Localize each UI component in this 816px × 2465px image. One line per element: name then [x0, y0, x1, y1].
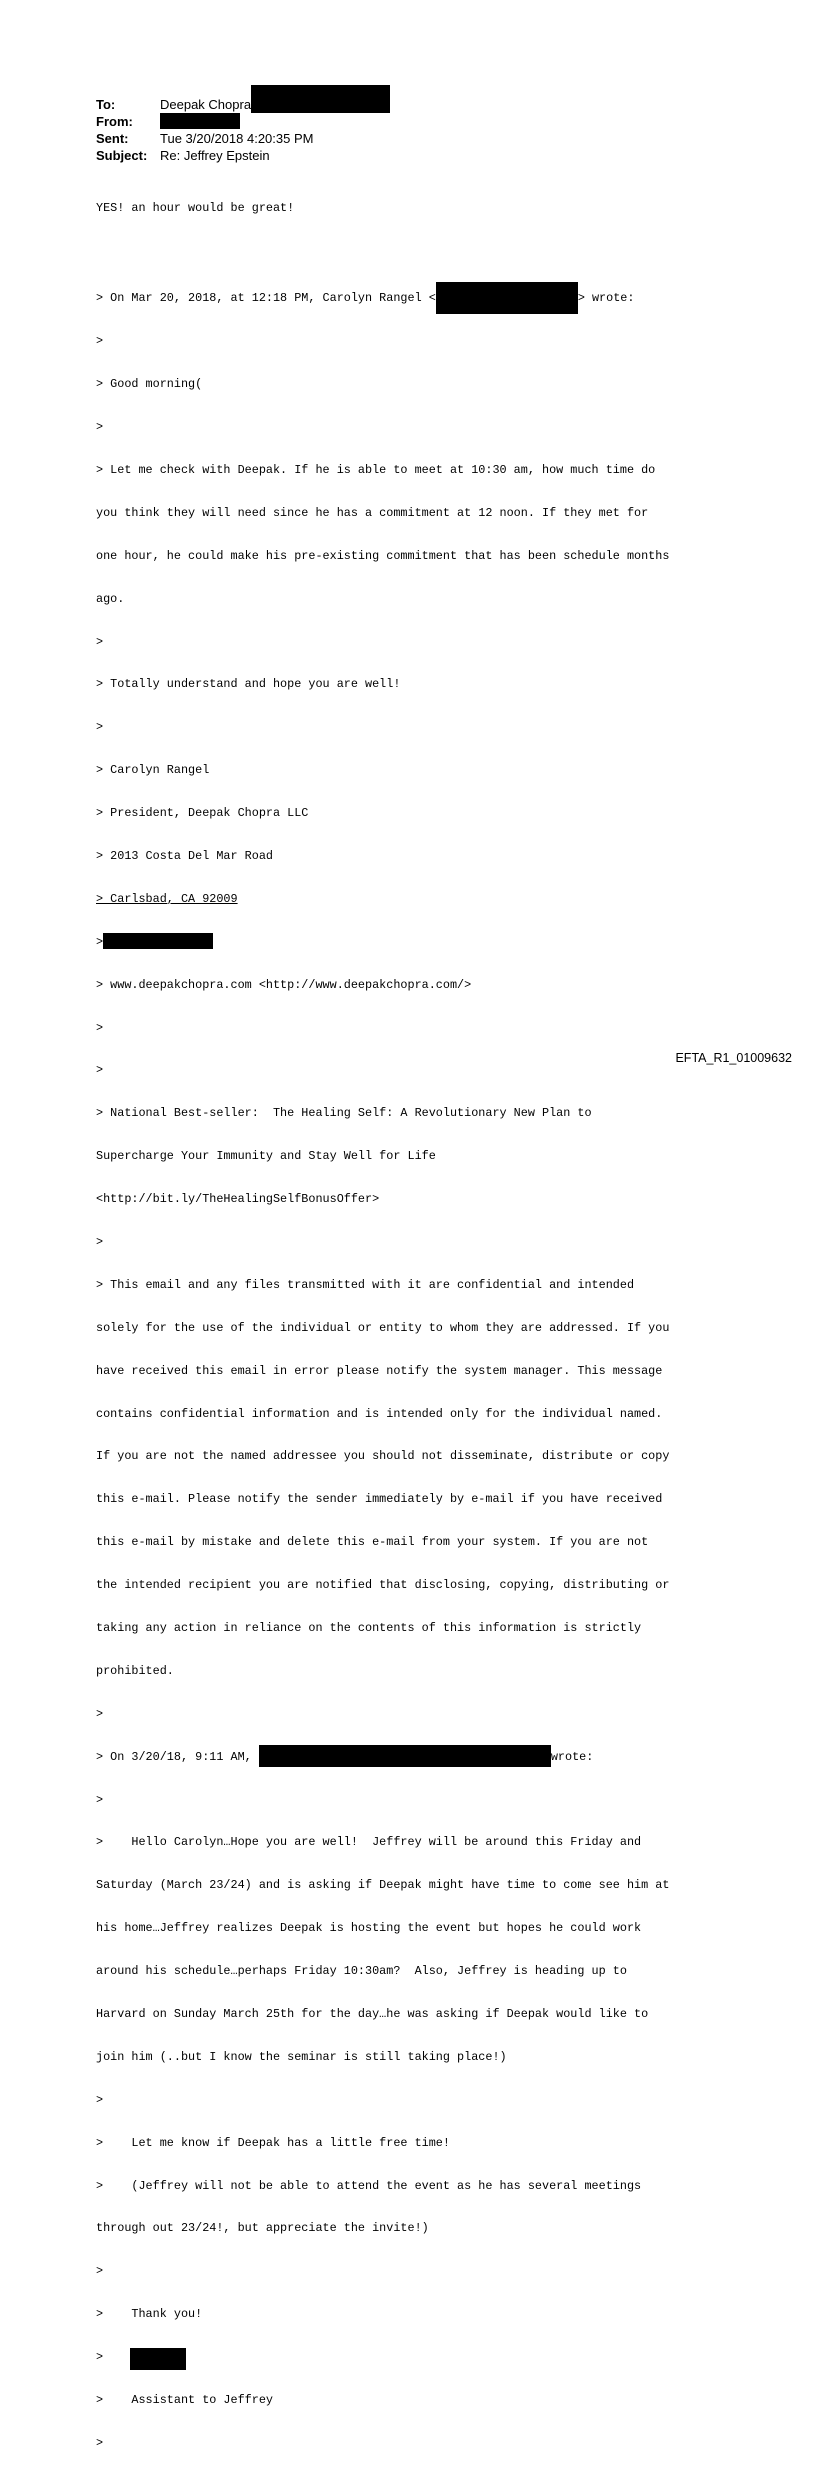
quoted-line: > Good morning( — [96, 377, 203, 392]
quoted-line: > — [96, 1063, 104, 1078]
sent-value: Tue 3/20/2018 4:20:35 PM — [160, 131, 314, 146]
quoted-line: through out 23/24!, but appreciate the invite!) — [96, 2221, 429, 2236]
quoted-line: > Carlsbad, CA 92009 — [96, 891, 238, 906]
quoted-line: > — [96, 334, 104, 349]
subject-label: Subject: — [96, 148, 148, 163]
quoted-line: Saturday (March 23/24) and is asking if Deepak might have time to come see him at — [96, 1878, 670, 1893]
to-value — [160, 96, 390, 113]
quoted-line: > www.deepakchopra.com <http://www.deepakchopra.com/> — [96, 977, 472, 992]
redaction-block — [251, 85, 390, 113]
quoted-line: solely for the use of the individual or entity to whom they are addressed. If you — [96, 1320, 670, 1335]
quoted-line: the intended recipient you are notified that disclosing, copying, distributing or — [96, 1578, 670, 1593]
quoted-line: > — [96, 1234, 104, 1249]
quoted-line: > — [96, 1020, 104, 1035]
redaction-block — [160, 113, 240, 129]
quoted-line: ago. — [96, 591, 125, 606]
quoted-line: > Totally understand and hope you are well! — [96, 677, 401, 692]
quoted-line: > Let me check with Deepak. If he is able to meet at 10:30 am, how much time do — [96, 462, 656, 477]
from-value — [160, 113, 240, 130]
quoted-line: > — [96, 2264, 104, 2279]
redaction-block — [130, 2348, 186, 2370]
quoted-line: > — [96, 2435, 104, 2450]
redaction-block — [259, 1745, 551, 1767]
quoted-line: > (Jeffrey will not be able to attend the event as he has several meetings — [96, 2178, 642, 2193]
quoted-line: > — [96, 420, 104, 435]
quoted-line: this e-mail by mistake and delete this e-mail from your system. If you are not — [96, 1535, 649, 1550]
quoted-line: taking any action in reliance on the contents of this information is strictly — [96, 1620, 642, 1635]
quoted-line: > On 3/20/18, 9:11 AM, wrote: — [96, 1750, 736, 1764]
redaction-block — [103, 933, 213, 949]
quoted-line: > Assistant to Jeffrey — [96, 2393, 273, 2408]
quoted-line: <http://bit.ly/TheHealingSelfBonusOffer> — [96, 1192, 380, 1207]
quoted-line: Supercharge Your Immunity and Stay Well for Life — [96, 1149, 436, 1164]
reply-line: YES! an hour would be great! — [96, 200, 295, 215]
quoted-line: join him (..but I know the seminar is still taking place!) — [96, 2049, 507, 2064]
quoted-line: this e-mail. Please notify the sender immediately by e-mail if you have received — [96, 1492, 663, 1507]
quoted-line: Harvard on Sunday March 25th for the day…he was asking if Deepak would like to — [96, 2007, 649, 2021]
quoted-line: > — [96, 1706, 104, 1721]
quoted-line: > — [96, 2350, 736, 2364]
quoted-line: prohibited. — [96, 1663, 174, 1678]
to-label: To: — [96, 97, 116, 112]
quoted-line: > Let me know if Deepak has a little free time! — [96, 2135, 450, 2150]
quoted-line: > — [96, 935, 736, 949]
sent-label: Sent: — [96, 131, 129, 146]
quoted-line: > — [96, 1792, 104, 1807]
email-body — [96, 172, 736, 2465]
quoted-line: If you are not the named addressee you should not disseminate, distribute or copy — [96, 1449, 670, 1464]
quoted-line: > Carolyn Rangel — [96, 763, 210, 778]
to-name: Deepak Chopra — [160, 97, 252, 112]
spacer — [96, 243, 736, 248]
quoted-line: > On Mar 20, 2018, at 12:18 PM, Carolyn Rangel < > wrote: — [96, 291, 736, 305]
quoted-line: around his schedule…perhaps Friday 10:30am? Also, Jeffrey is heading up to — [96, 1964, 627, 1979]
quoted-line: > — [96, 720, 104, 735]
quoted-line: > This email and any files transmitted with it are confidential and intended — [96, 1277, 635, 1292]
quoted-line: > — [96, 634, 104, 649]
quoted-line: his home…Jeffrey realizes Deepak is hosting the event but hopes he could work — [96, 1921, 642, 1936]
quoted-line: have received this email in error please notify the system manager. This message — [96, 1363, 663, 1378]
quoted-line: > Thank you! — [96, 2307, 203, 2322]
quoted-line: you think they will need since he has a commitment at 12 noon. If they met for — [96, 505, 649, 520]
from-label: From: — [96, 114, 133, 129]
quoted-line: > 2013 Costa Del Mar Road — [96, 848, 273, 863]
quoted-line: > Hello Carolyn…Hope you are well! Jeffrey will be around this Friday and — [96, 1835, 642, 1850]
document-id: EFTA_R1_01009632 — [675, 1051, 792, 1065]
quoted-line: > — [96, 2092, 104, 2107]
redaction-block — [436, 282, 578, 314]
quoted-line: > National Best-seller: The Healing Self: A Revolutionary New Plan to — [96, 1106, 592, 1121]
quoted-line: one hour, he could make his pre-existing commitment that has been schedule months — [96, 548, 670, 563]
subject-value: Re: Jeffrey Epstein — [160, 148, 270, 163]
quoted-line: > President, Deepak Chopra LLC — [96, 806, 309, 821]
quoted-line: contains confidential information and is intended only for the individual named. — [96, 1406, 663, 1421]
